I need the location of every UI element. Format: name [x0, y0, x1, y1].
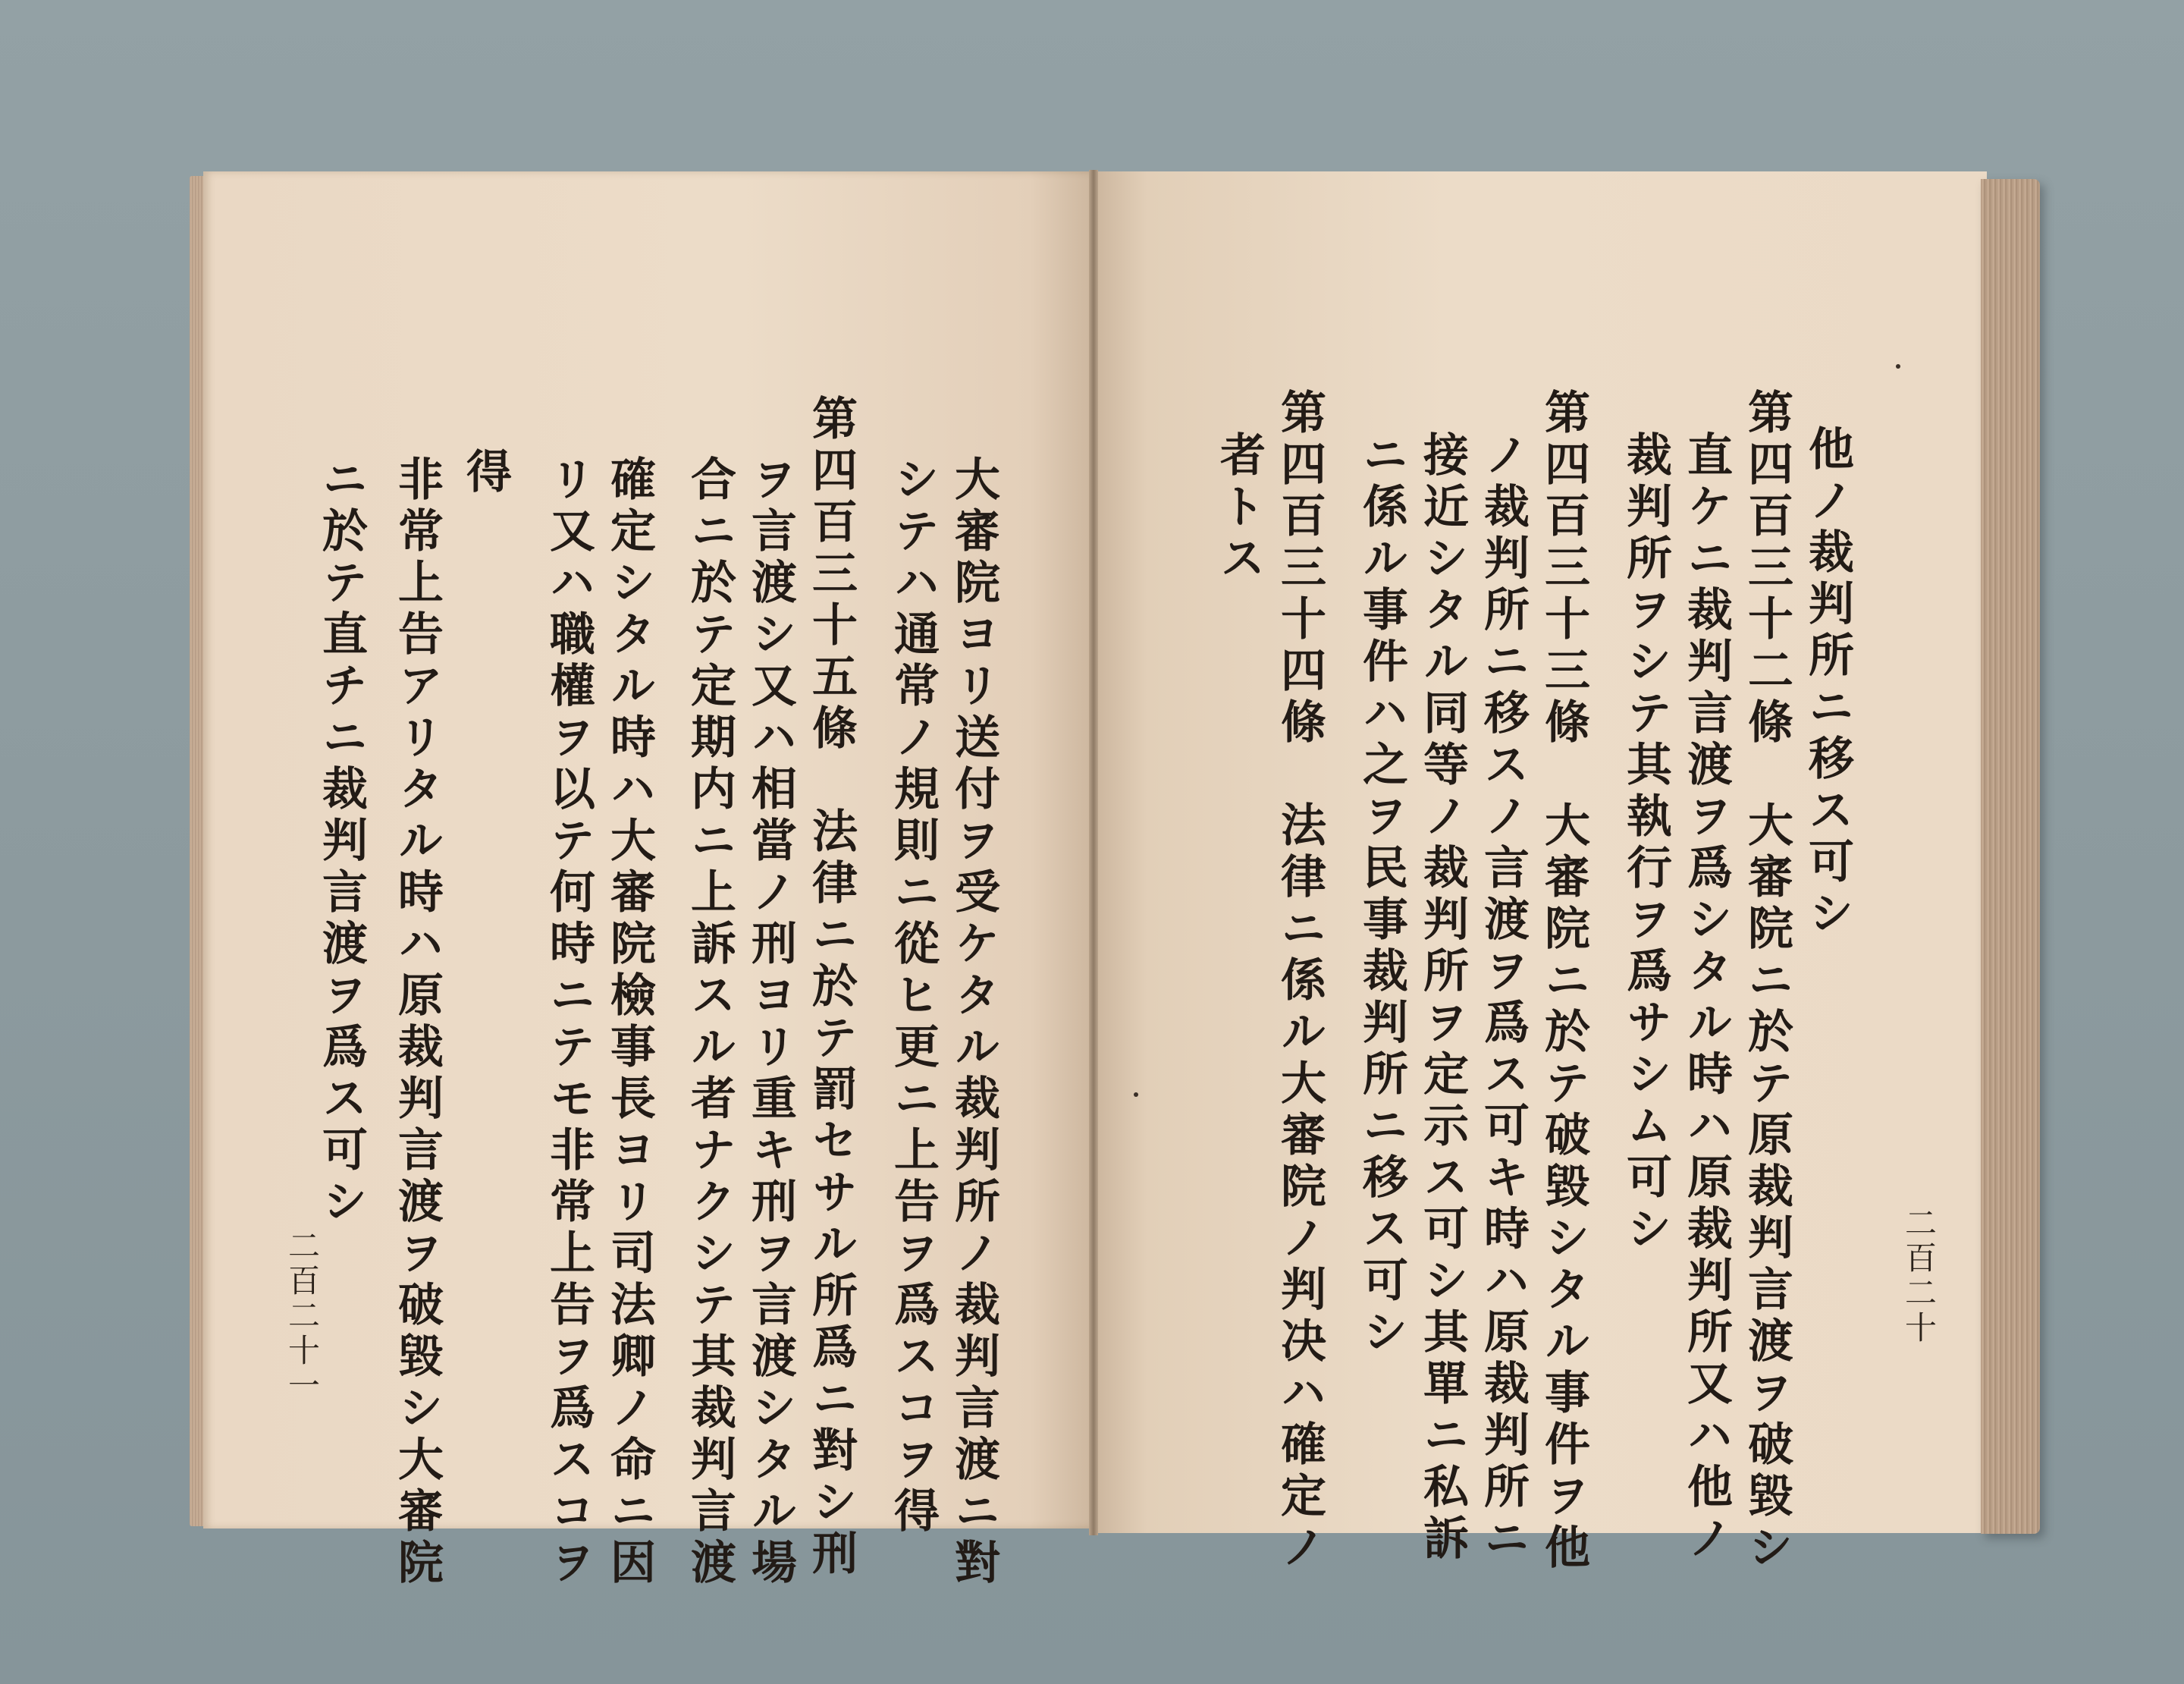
paper-speck	[1896, 364, 1900, 369]
right-col-7: 接近シタル同等ノ裁判所ヲ定示ス可シ其單ニ私訴	[1416, 431, 1469, 1566]
right-col-6: ノ裁判所ニ移スノ言渡ヲ爲ス可キ時ハ原裁判所ニ	[1476, 431, 1530, 1566]
book-gutter	[1089, 170, 1098, 1535]
left-col-7: リ又ハ職權ヲ以テ何時ニテモ非常上告ヲ爲スコヲ	[542, 455, 595, 1590]
left-col-8: 得	[459, 448, 512, 499]
left-page-number: 二百二十一	[284, 1229, 321, 1403]
right-page-edge	[1981, 179, 2040, 1534]
left-col-4: ヲ言渡シ又ハ相當ノ刑ヨリ重キ刑ヲ言渡シタル場	[744, 455, 797, 1590]
right-col-5: 第四百三十三條 大審院ニ於テ破毀シタル事件ヲ他	[1537, 388, 1590, 1575]
right-col-4: 裁判所ヲシテ其執行ヲ爲サシム可シ	[1619, 431, 1672, 1256]
left-col-2: シテハ通常ノ規則ニ從ヒ更ニ上告ヲ爲スコヲ得	[886, 455, 940, 1538]
right-col-10: 者トス	[1213, 431, 1266, 586]
right-col-3: 直ケニ裁判言渡ヲ爲シタル時ハ原裁判所又ハ他ノ	[1680, 431, 1733, 1566]
right-col-2: 第四百三十二條 大審院ニ於テ原裁判言渡ヲ破毀シ	[1740, 388, 1793, 1575]
right-col-1: 他ノ裁判所ニ移ス可シ	[1801, 425, 1854, 941]
right-page-number: 二百二十	[1900, 1206, 1938, 1346]
left-col-10: ニ於テ直チニ裁判言渡ヲ爲ス可シ	[315, 455, 368, 1229]
right-col-9: 第四百三十四條 法律ニ係ル大審院ノ判决ハ確定ノ	[1273, 388, 1326, 1575]
right-col-8: ニ係ル事件ハ之ヲ民事裁判所ニ移ス可シ	[1355, 431, 1408, 1359]
left-col-6: 確定シタル時ハ大審院檢事長ヨリ司法卿ノ命ニ因	[603, 455, 656, 1590]
paper-speck	[1134, 1092, 1138, 1097]
left-col-9: 非常上告アリタル時ハ原裁判言渡ヲ破毀シ大審院	[391, 455, 444, 1590]
left-col-5: 合ニ於テ定期内ニ上訴スル者ナクシテ其裁判言渡	[683, 455, 736, 1590]
left-col-3: 第四百三十五條 法律ニ於テ罰セサル所爲ニ對シ刑	[805, 394, 858, 1581]
left-col-1: 大審院ヨリ送付ヲ受ケタル裁判所ノ裁判言渡ニ對	[947, 455, 1000, 1590]
